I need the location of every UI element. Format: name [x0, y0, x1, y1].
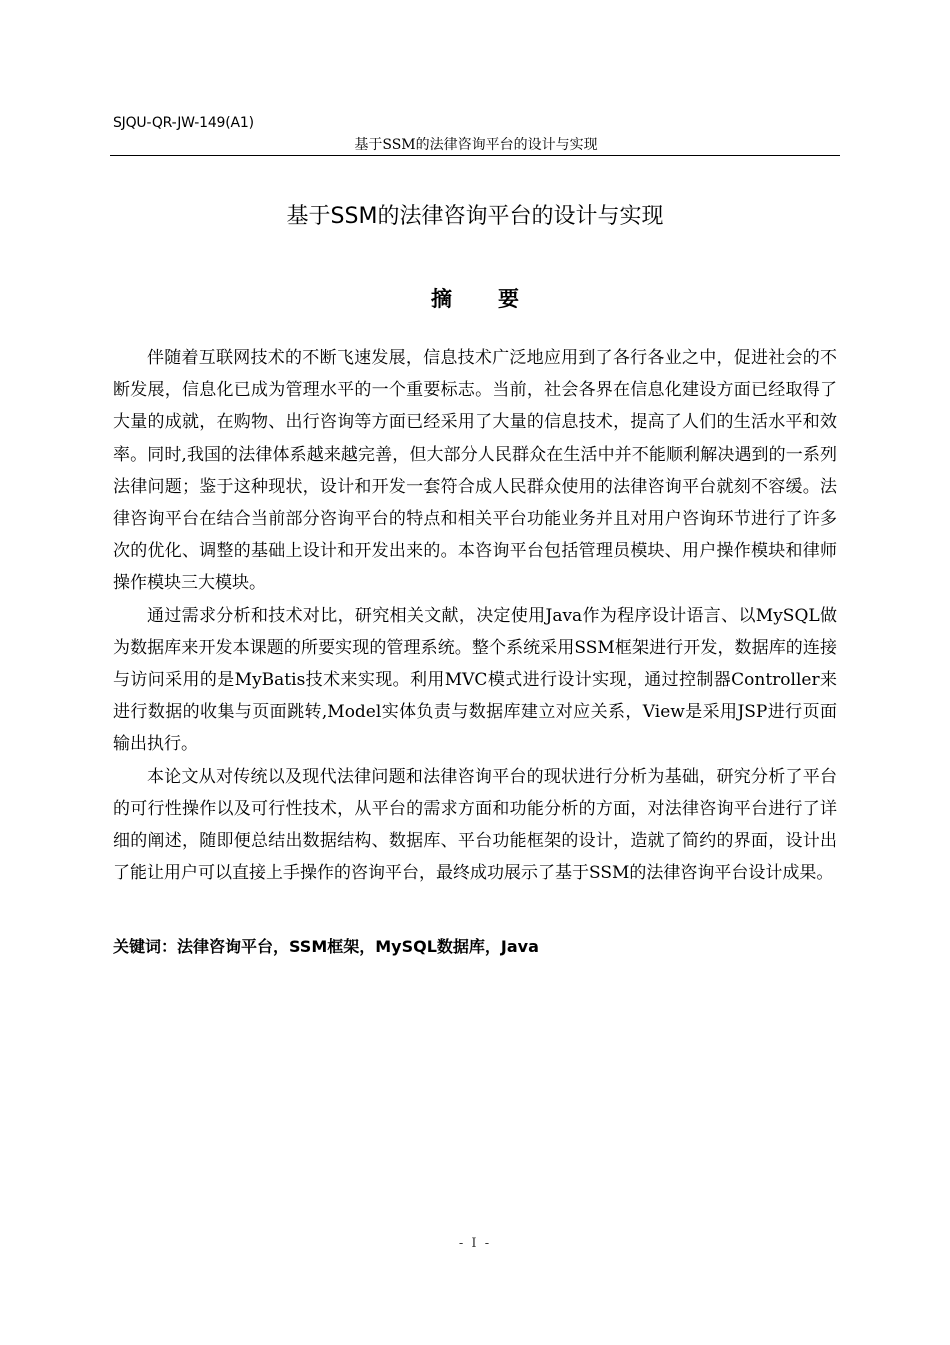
paper-title: 基于SSM的法律咨询平台的设计与实现: [286, 204, 664, 229]
header-divider: [110, 155, 840, 156]
page-number: - I -: [458, 1236, 492, 1251]
abstract-paragraph-1: 伴随着互联网技术的不断飞速发展，信息技术广泛地应用到了各行各业之中，促进社会的不断发展，信息化已成为管理水平的一个重要标志。当前，社会各界在信息化建设方面已经取得了大量的成就，在购物、出行咨询等方面已经采用了大量的信息技术，提高了人们的生活水平和效率。同时,我国的法律体系越来越完善，但大部分人民群众在生活中并不能顺利解决遇到的一系列法律问题；鉴于这种现状，设计和开发一套符合成人民群众使用的法律咨询平台就刻不容缓。法律咨询平台在结合当前部分咨询平台的特点和相关平台功能业务并且对用户咨询环节进行了许多次的优化、调整的基础上设计和开发出来的。本咨询平台包括管理员模块、用户操作模块和律师操作模块三大模块。: [113, 348, 837, 594]
document-code: SJQU-QR-JW-149(A1): [113, 115, 254, 131]
abstract-body: [113, 342, 837, 889]
keywords-line: 关键词：法律咨询平台，SSM框架，MySQL数据库，Java: [113, 937, 539, 956]
running-header-title: 基于SSM的法律咨询平台的设计与实现: [354, 137, 598, 153]
abstract-heading: 摘要: [431, 287, 565, 311]
abstract-paragraph-3: 本论文从对传统以及现代法律问题和法律咨询平台的现状进行分析为基础，研究分析了平台的可行性操作以及可行性技术，从平台的需求方面和功能分析的方面，对法律咨询平台进行了详细的阐述，随即便总结出数据结构、数据库、平台功能框架的设计，造就了简约的界面，设计出了能让用户可以直接上手操作的咨询平台，最终成功展示了基于SSM的法律咨询平台设计成果。: [113, 766, 837, 884]
abstract-paragraph-2: 通过需求分析和技术对比，研究相关文献，决定使用Java作为程序设计语言、以MySQL做为数据库来开发本课题的所要实现的管理系统。整个系统采用SSM框架进行开发，数据库的连接与访问采用的是MyBatis技术来实现。利用MVC模式进行设计实现，通过控制器Controller来进行数据的收集与页面跳转,Model实体负责与数据库建立对应关系，View是采用JSP进行页面输出执行。: [113, 605, 837, 755]
